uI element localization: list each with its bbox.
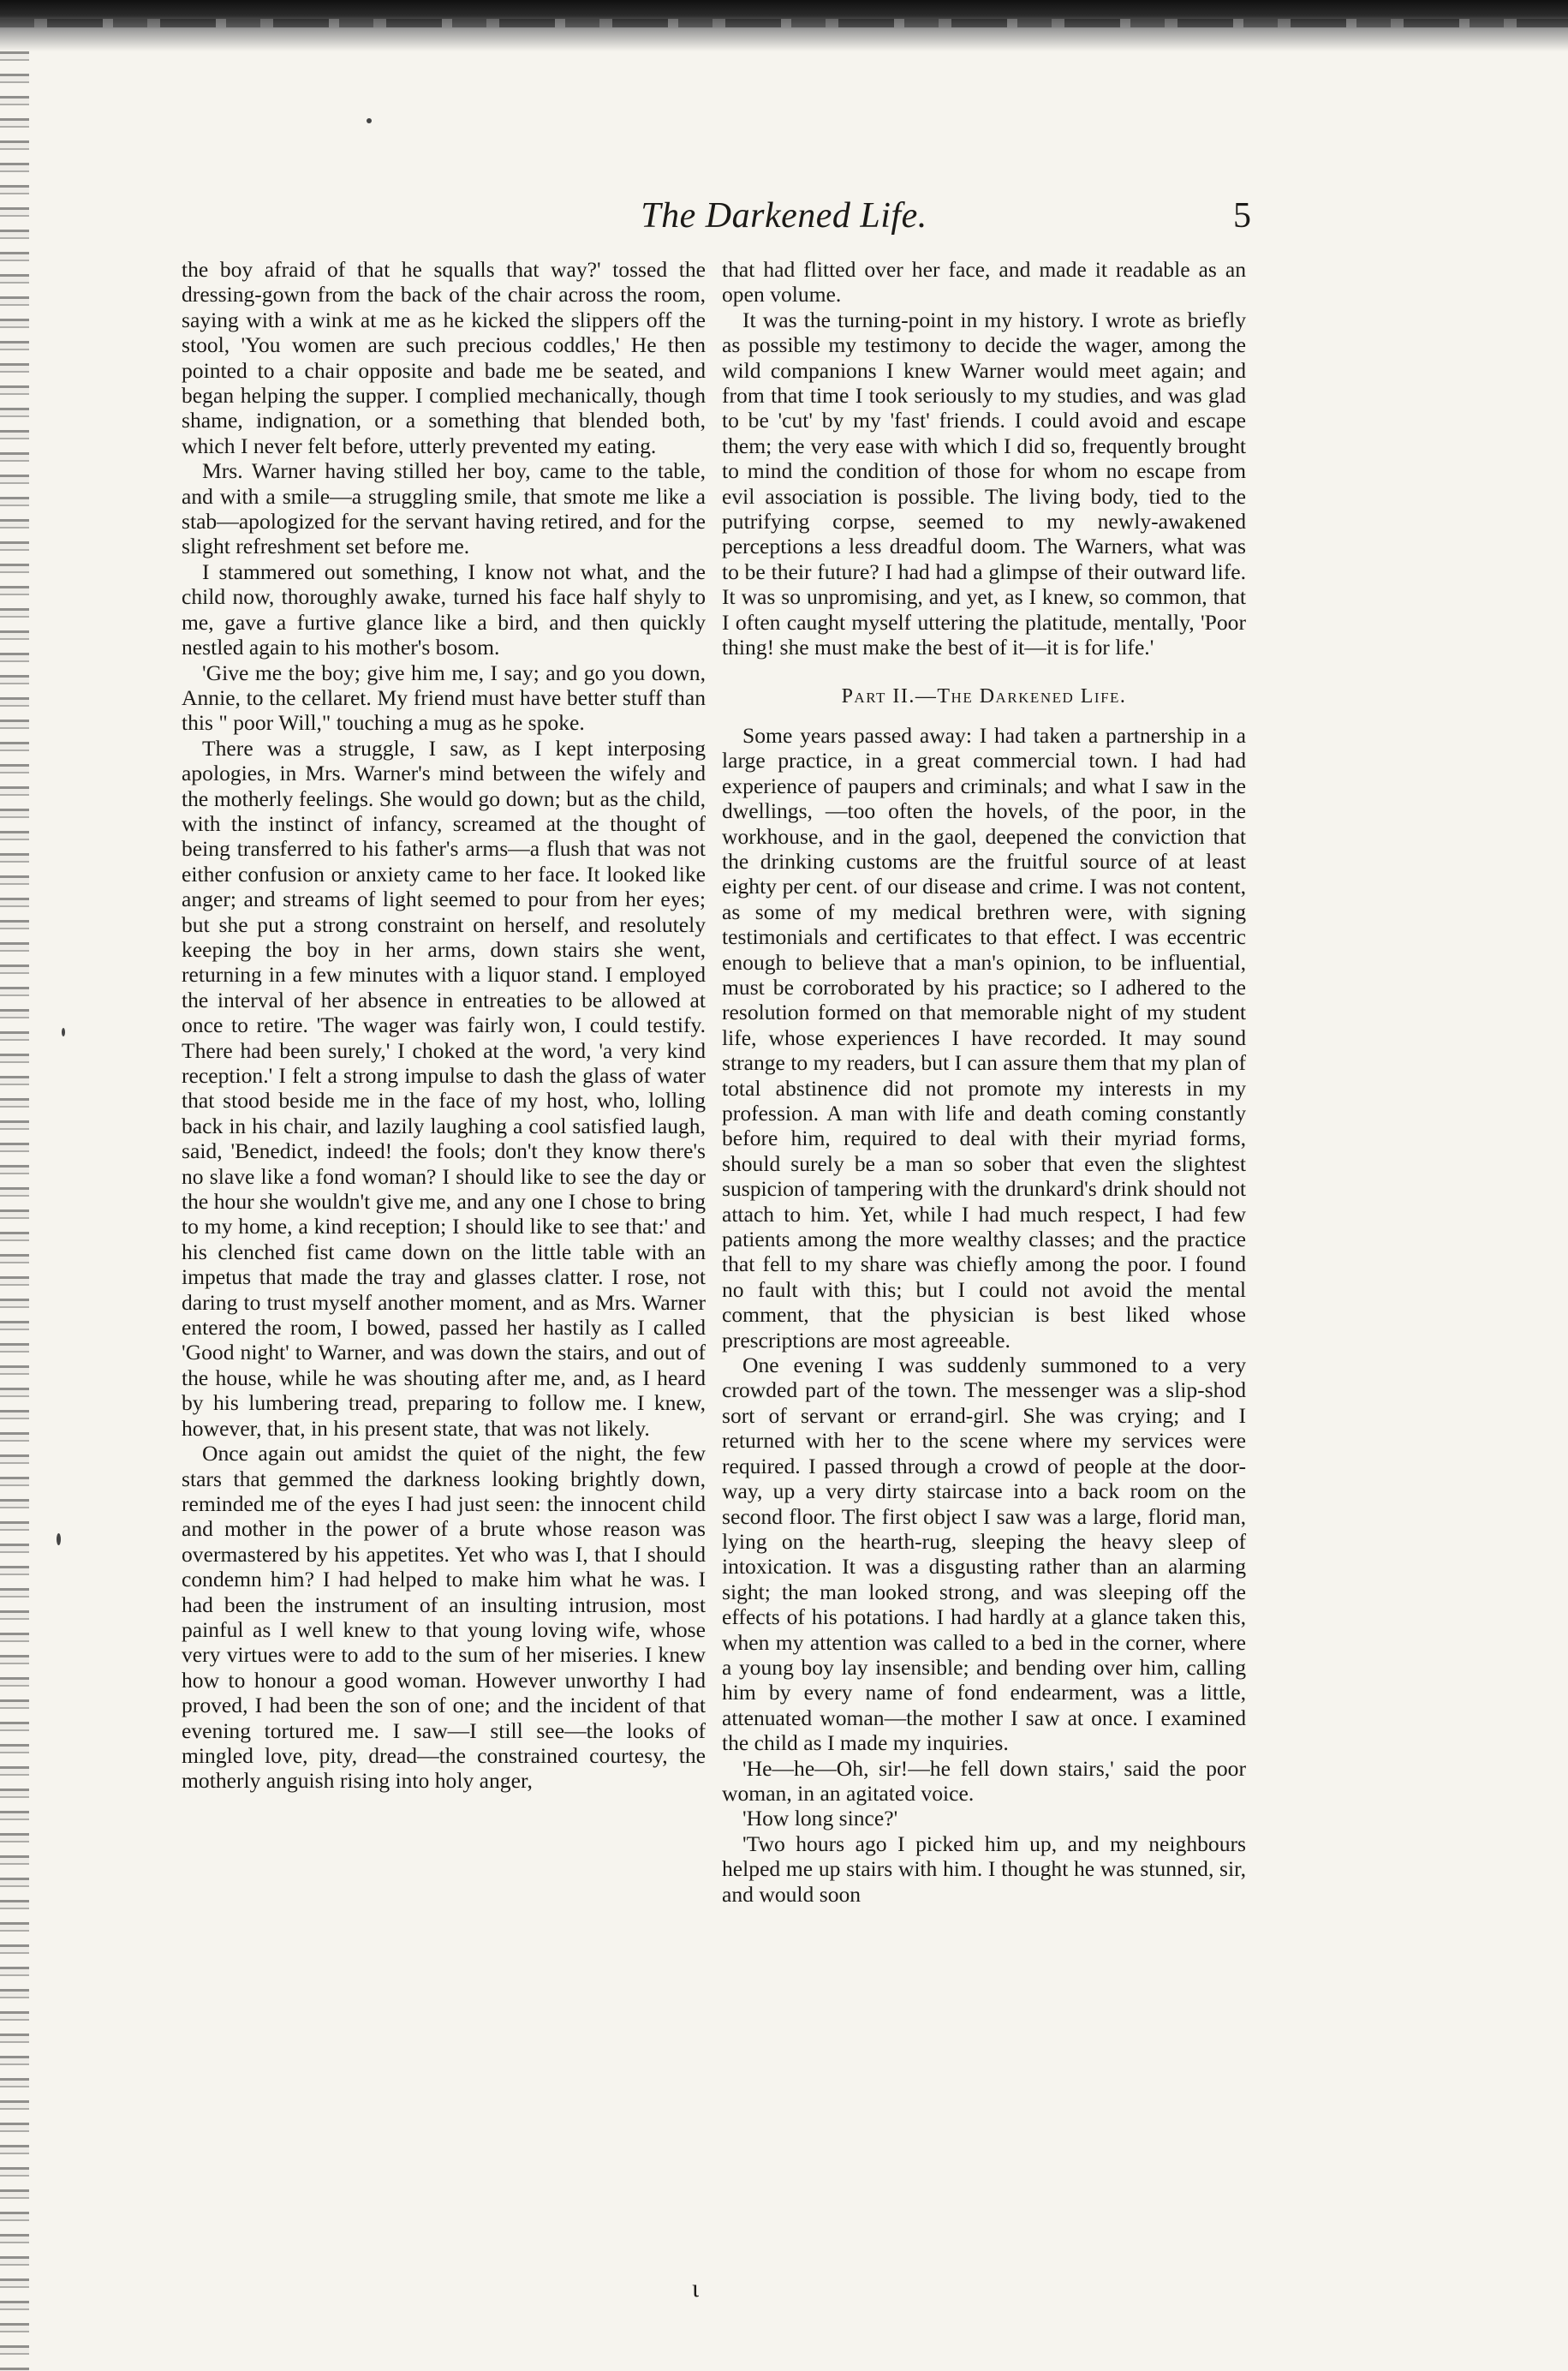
scan-left-edge [0,51,29,2371]
running-head [0,195,1568,247]
left-column [182,257,706,1794]
paragraph: 'He—he—Oh, sir!—he fell down stairs,' said the poor woman, in an agitated voice. [722,1755,1246,1806]
paragraph: Mrs. Warner having stilled her boy, came to the table, and with a smile—a struggling smile, that smote me like a stab—apologized for the servant having retired, and for the slight refreshment set before me. [182,458,706,559]
paragraph: There was a struggle, I saw, as I kept interposing apologies, in Mrs. Warner's mind between the wifely and the motherly feelings. She would go down; but as the child, with the instinct of infancy, screamed at the thought of being transferred to his father's arms—a flush that was not either confusion or anxiety came to her face. It looked like anger; and streams of light seemed to pour from her eyes; but she put a strong constraint on herself, and resolutely keeping the boy in her arms, down stairs she went, returning in a few minutes with a liquor stand. I employed the interval of her absence in entreaties to be allowed at once to retire. 'The wager was fairly won, I could testify. There had been surely,' I choked at the word, 'a very kind reception.' I felt a strong impulse to dash the glass of water that stood beside me in the face of my host, who, lolling back in his chair, and lazily laughing a cool satisfied laugh, said, 'Benedict, indeed! the fools; don't they know there's no slave like a fond woman? I should like to see the day or the hour she wouldn't give me, and any one I chose to bring to my home, a kind reception; I should like to see that:' and his clenched fist came down on the little table with an impetus that made the tray and glasses clatter. I rose, not daring to trust myself another moment, and as Mrs. Warner entered the room, I bowed, passed her hastily as I called 'Good night' to Warner, and was down the stairs, and out of the house, while he was shouting after me, and, as I heard by his lumbering tread, preparing to follow me. I knew, however, that, in his present state, that was not likely. [182,735,706,1441]
right-column [722,257,1246,1907]
section-heading: Part II.—The Darkened Life. [841,684,1127,708]
paragraph: the boy afraid of that he squalls that way?' tossed the dressing-gown from the back of the chair across the room, saying with a wink at me as he kicked the slippers off the stool, 'You women are such precious coddles,' He then pointed to a chair opposite and bade me be seated, and began helping the supper. I complied mechanically, though shame, indignation, or a something that blended both, which I never felt before, utterly prevented my eating. [182,257,706,458]
paragraph: Some years passed away: I had taken a partnership in a large practice, in a great commercial town. I had had experience of paupers and criminals; and what I saw in the dwellings, —too often the hovels, of the poor, in the workhouse, and in the gaol, deepened the conviction that the drinking customs are the fruitful source of at least eighty per cent. of our disease and crime. I was not content, as some of my medical brethren were, with signing testimonials and certificates to that effect. I was eccentric enough to believe that a man's opinion, to be influential, must be corroborated by his practice; so I adhered to the resolution formed on that memorable night of my student life, whose experiences I have recorded. It may sound strange to my readers, but I can assure them that my plan of total abstinence did not promote my interests in my profession. A man with life and death coming constantly before him, required to deal with their myriad forms, should surely be a man so sober that even the slightest suspicion of tampering with the drunkard's drink should not attach to him. Yet, while I had much respect, I had few patients among the more wealthy classes; and the practice that fell to my share was chiefly among the poor. I found no fault with this; but I could not avoid the mental comment, that the physician is best liked whose prescriptions are most agreeable. [722,722,1246,1353]
paragraph: One evening I was suddenly summoned to a very crowded part of the town. The messenger was a slip-shod sort of servant or errand-girl. She was crying; and I returned with her to the scene where my services were required. I passed through a crowd of people at the door-way, up a very dirty staircase into a back room on the second floor. The first object I saw was a large, florid man, lying on the hearth-rug, sleeping the heavy sleep of intoxication. It was a disgusting rather than an alarming sight; the man looked strong, and was sleeping off the effects of his potations. I had hardly at a glance taken this, when my attention was called to a bed in the corner, where a young boy lay insensible; and bending over him, calling him by every name of fond endearment, was a little, attenuated woman—the mother I saw at once. I examined the child as I made my inquiries. [722,1353,1246,1756]
paragraph: 'How long since?' [742,1806,898,1831]
paragraph: that had flitted over her face, and made it readable as an open volume. [722,257,1246,308]
paragraph: It was the turning-point in my history. I wrote as briefly as possible my testimony to decide the wager, among the wild companions I knew Warner would meet again; and from that time I took seriously to my studies, and was glad to be 'cut' by my 'fast' friends. I could avoid and escape them; the very ease with which I did so, frequently brought to mind the condition of those for whom no escape from evil association is possible. The living body, tied to the putrifying corpse, seemed to my newly-awakened perceptions a less dreadful doom. The Warners, what was to be their future? I had had a glimpse of their outward life. It was so unpromising, and yet, as I knew, so common, that I often caught myself uttering the platitude, mentally, 'Poor thing! she must make the best of it—it is for life.' [722,307,1246,660]
scan-speck [57,1533,61,1545]
page-number: 5 [1233,196,1251,236]
scan-speck [62,1028,65,1036]
scan-speck [367,118,372,123]
paragraph: 'Give me the boy; give him me, I say; and go you down, Annie, to the cellaret. My friend must have better stuff than this " poor Will," touching a mug as he spoke. [182,660,706,736]
paragraph: I stammered out something, I know not what, and the child now, thoroughly awake, turned his face half shyly to me, gave a furtive glance like a bird, and then quickly nestled again to his mother's bosom. [182,558,706,660]
scan-top-edge [0,0,1568,51]
folio-mark: ι [692,2274,700,2302]
paragraph: 'Two hours ago I picked him up, and my neighbours helped me up stairs with him. I thought he was stunned, sir, and would soon [722,1831,1246,1907]
paragraph: Once again out amidst the quiet of the night, the few stars that gemmed the darkness looking brightly down, reminded me of the eyes I had just seen: the innocent child and mother in the power of a brute whose reason was overmastered by his appetites. Yet who was I, that I should condemn him? I had helped to make him what he was. I had been the instrument of an insulting intrusion, most painful as I well knew to that young loving wife, whose very virtues were to add to the sum of her miseries. I knew how to honour a good woman. However unworthy I had proved, I had been the son of one; and the incident of that evening tortured me. I saw—I still see—the looks of mingled love, pity, dread—the constrained courtesy, the motherly anguish rising into holy anger, [182,1441,706,1794]
running-title: The Darkened Life. [641,196,927,236]
